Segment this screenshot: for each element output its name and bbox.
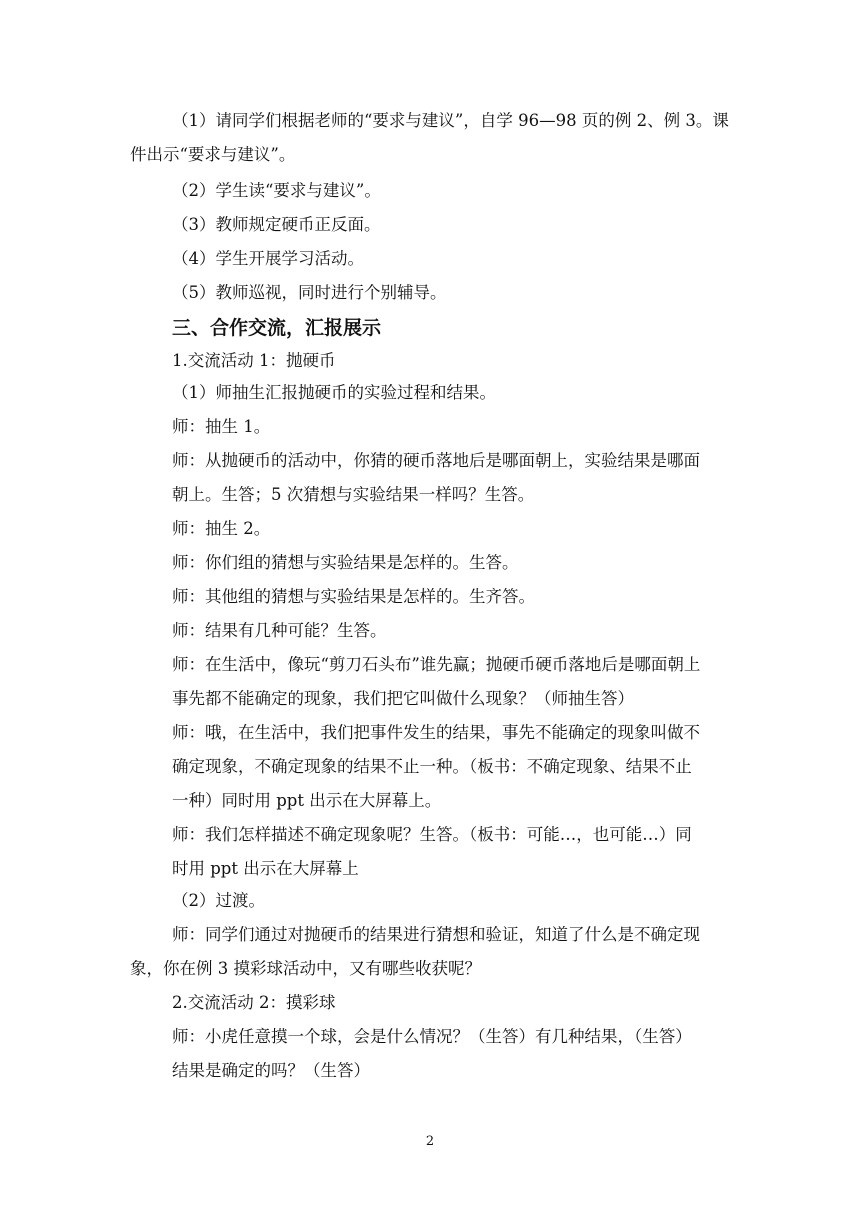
page-number: 2	[425, 1134, 435, 1149]
paragraph-line: 师：同学们通过对抛硬币的结果进行猜想和验证，知道了什么是不确定现	[172, 925, 700, 944]
paragraph-line: （2）学生读“要求与建议”。	[172, 181, 381, 200]
paragraph-line: （5）教师巡视，同时进行个别辅导。	[172, 283, 447, 302]
paragraph-line: 2.交流活动 2：摸彩球	[172, 993, 336, 1012]
paragraph-line: 师：结果有几种可能？生答。	[172, 621, 387, 640]
paragraph-line: 师：我们怎样描述不确定现象呢？生答。（板书：可能…，也可能…）同	[172, 825, 692, 844]
paragraph-line: 结果是确定的吗？（生答）	[172, 1061, 370, 1080]
paragraph-line: 1.交流活动 1：抛硬币	[172, 351, 336, 370]
paragraph-line: 师：抽生 2。	[172, 519, 271, 538]
paragraph-line: （1）师抽生汇报抛硬币的实验过程和结果。	[172, 383, 496, 402]
paragraph-line: （3）教师规定硬币正反面。	[172, 215, 381, 234]
paragraph-line: 事先都不能确定的现象，我们把它叫做什么现象？（师抽生答）	[172, 689, 634, 708]
paragraph-line: 朝上。生答；5 次猜想与实验结果一样吗？生答。	[172, 485, 535, 504]
paragraph-line: 件出示“要求与建议”。	[130, 145, 296, 164]
paragraph-line: 师：抽生 1。	[172, 417, 271, 436]
paragraph-line: 师：哦，在生活中，我们把事件发生的结果，事先不能确定的现象叫做不	[172, 723, 700, 742]
paragraph-line: 师：从抛硬币的活动中，你猜的硬币落地后是哪面朝上，实验结果是哪面	[172, 451, 700, 470]
paragraph-line: （1）请同学们根据老师的“要求与建议”，自学 96—98 页的例 2、例 3。课	[172, 111, 729, 130]
paragraph-line: （2）过渡。	[172, 891, 265, 910]
section-heading: 三、合作交流，汇报展示	[172, 317, 382, 339]
paragraph-line: 师：你们组的猜想与实验结果是怎样的。生答。	[172, 553, 519, 572]
paragraph-line: 一种）同时用 ppt 出示在大屏幕上。	[172, 791, 442, 810]
paragraph-line: 确定现象，不确定现象的结果不止一种。（板书：不确定现象、结果不止	[172, 757, 692, 776]
paragraph-line: 象，你在例 3 摸彩球活动中，又有哪些收获呢？	[130, 959, 481, 978]
paragraph-line: 师：其他组的猜想与实验结果是怎样的。生齐答。	[172, 587, 535, 606]
paragraph-line: 时用 ppt 出示在大屏幕上	[172, 859, 359, 878]
paragraph-line: （4）学生开展学习活动。	[172, 249, 364, 268]
paragraph-line: 师：在生活中，像玩“剪刀石头布”谁先赢；抛硬币硬币落地后是哪面朝上	[172, 655, 701, 674]
paragraph-line: 师：小虎任意摸一个球，会是什么情况？（生答）有几种结果，（生答）	[172, 1027, 692, 1046]
